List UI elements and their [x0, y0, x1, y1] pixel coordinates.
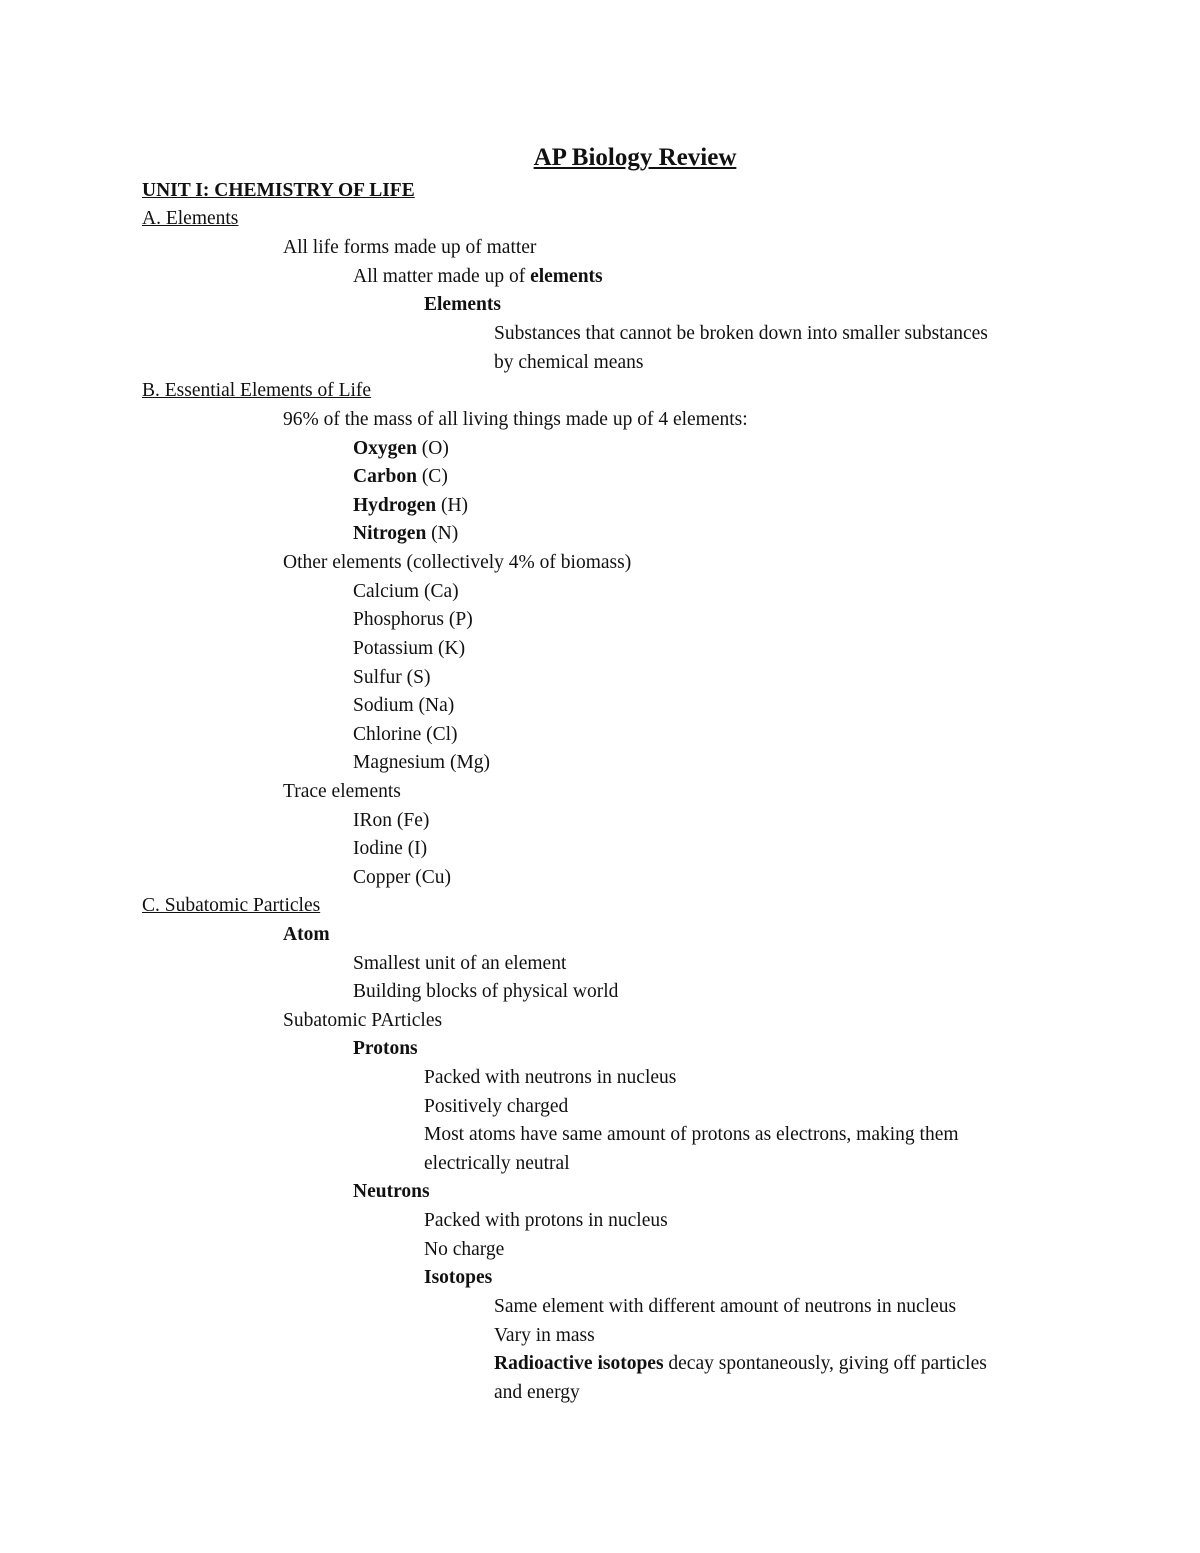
section-a-definition: Substances that cannot be broken down into smaller substances — [494, 323, 988, 344]
other-element: Potassium (K) — [353, 638, 466, 659]
subatomic-heading: Subatomic PArticles — [283, 1010, 443, 1031]
trace-element: Iodine (I) — [353, 838, 428, 859]
neutrons-term: Neutrons — [353, 1181, 430, 1202]
section-a-definition: by chemical means — [494, 352, 644, 373]
other-element: Chlorine (Cl) — [353, 724, 458, 745]
atom-point: Building blocks of physical world — [353, 981, 619, 1002]
isotope-point: Same element with different amount of neutrons in nucleus — [494, 1296, 957, 1317]
section-b-intro: 96% of the mass of all living things made up of 4 elements: — [283, 409, 748, 430]
other-element: Sulfur (S) — [353, 667, 431, 688]
trace-element: Copper (Cu) — [353, 867, 452, 888]
isotope-point: Vary in mass — [494, 1325, 595, 1346]
isotope-point: and energy — [494, 1382, 580, 1403]
other-element: Sodium (Na) — [353, 695, 455, 716]
major-element: Nitrogen (N) — [353, 523, 459, 544]
proton-point: Positively charged — [424, 1096, 569, 1117]
section-b-heading: B. Essential Elements of Life — [142, 380, 372, 401]
atom-term: Atom — [283, 924, 330, 945]
trace-elements-heading: Trace elements — [283, 781, 401, 802]
neutron-point: Packed with protons in nucleus — [424, 1210, 668, 1231]
section-a-term: Elements — [424, 294, 501, 315]
proton-point: Most atoms have same amount of protons as electrons, making them — [424, 1124, 959, 1145]
other-element: Calcium (Ca) — [353, 581, 459, 602]
section-c-heading: C. Subatomic Particles — [142, 895, 321, 916]
protons-term: Protons — [353, 1038, 418, 1059]
other-element: Phosphorus (P) — [353, 609, 473, 630]
proton-point: electrically neutral — [424, 1153, 570, 1174]
other-elements-heading: Other elements (collectively 4% of biomass) — [283, 552, 632, 573]
neutron-point: No charge — [424, 1239, 505, 1260]
atom-point: Smallest unit of an element — [353, 953, 567, 974]
major-element: Hydrogen (H) — [353, 495, 469, 516]
unit-heading: UNIT I: CHEMISTRY OF LIFE — [142, 180, 415, 201]
proton-point: Packed with neutrons in nucleus — [424, 1067, 677, 1088]
major-element: Carbon (C) — [353, 466, 448, 487]
section-a-heading: A. Elements — [142, 208, 239, 229]
section-a-line: All life forms made up of matter — [283, 237, 537, 258]
isotopes-term: Isotopes — [424, 1267, 493, 1288]
major-element: Oxygen (O) — [353, 438, 449, 459]
trace-element: IRon (Fe) — [353, 810, 430, 831]
section-a-line: All matter made up of elements — [353, 266, 603, 287]
isotope-point: Radioactive isotopes decay spontaneously, giving off particles — [494, 1353, 987, 1374]
other-element: Magnesium (Mg) — [353, 752, 491, 773]
document-title: AP Biology Review — [533, 144, 737, 171]
